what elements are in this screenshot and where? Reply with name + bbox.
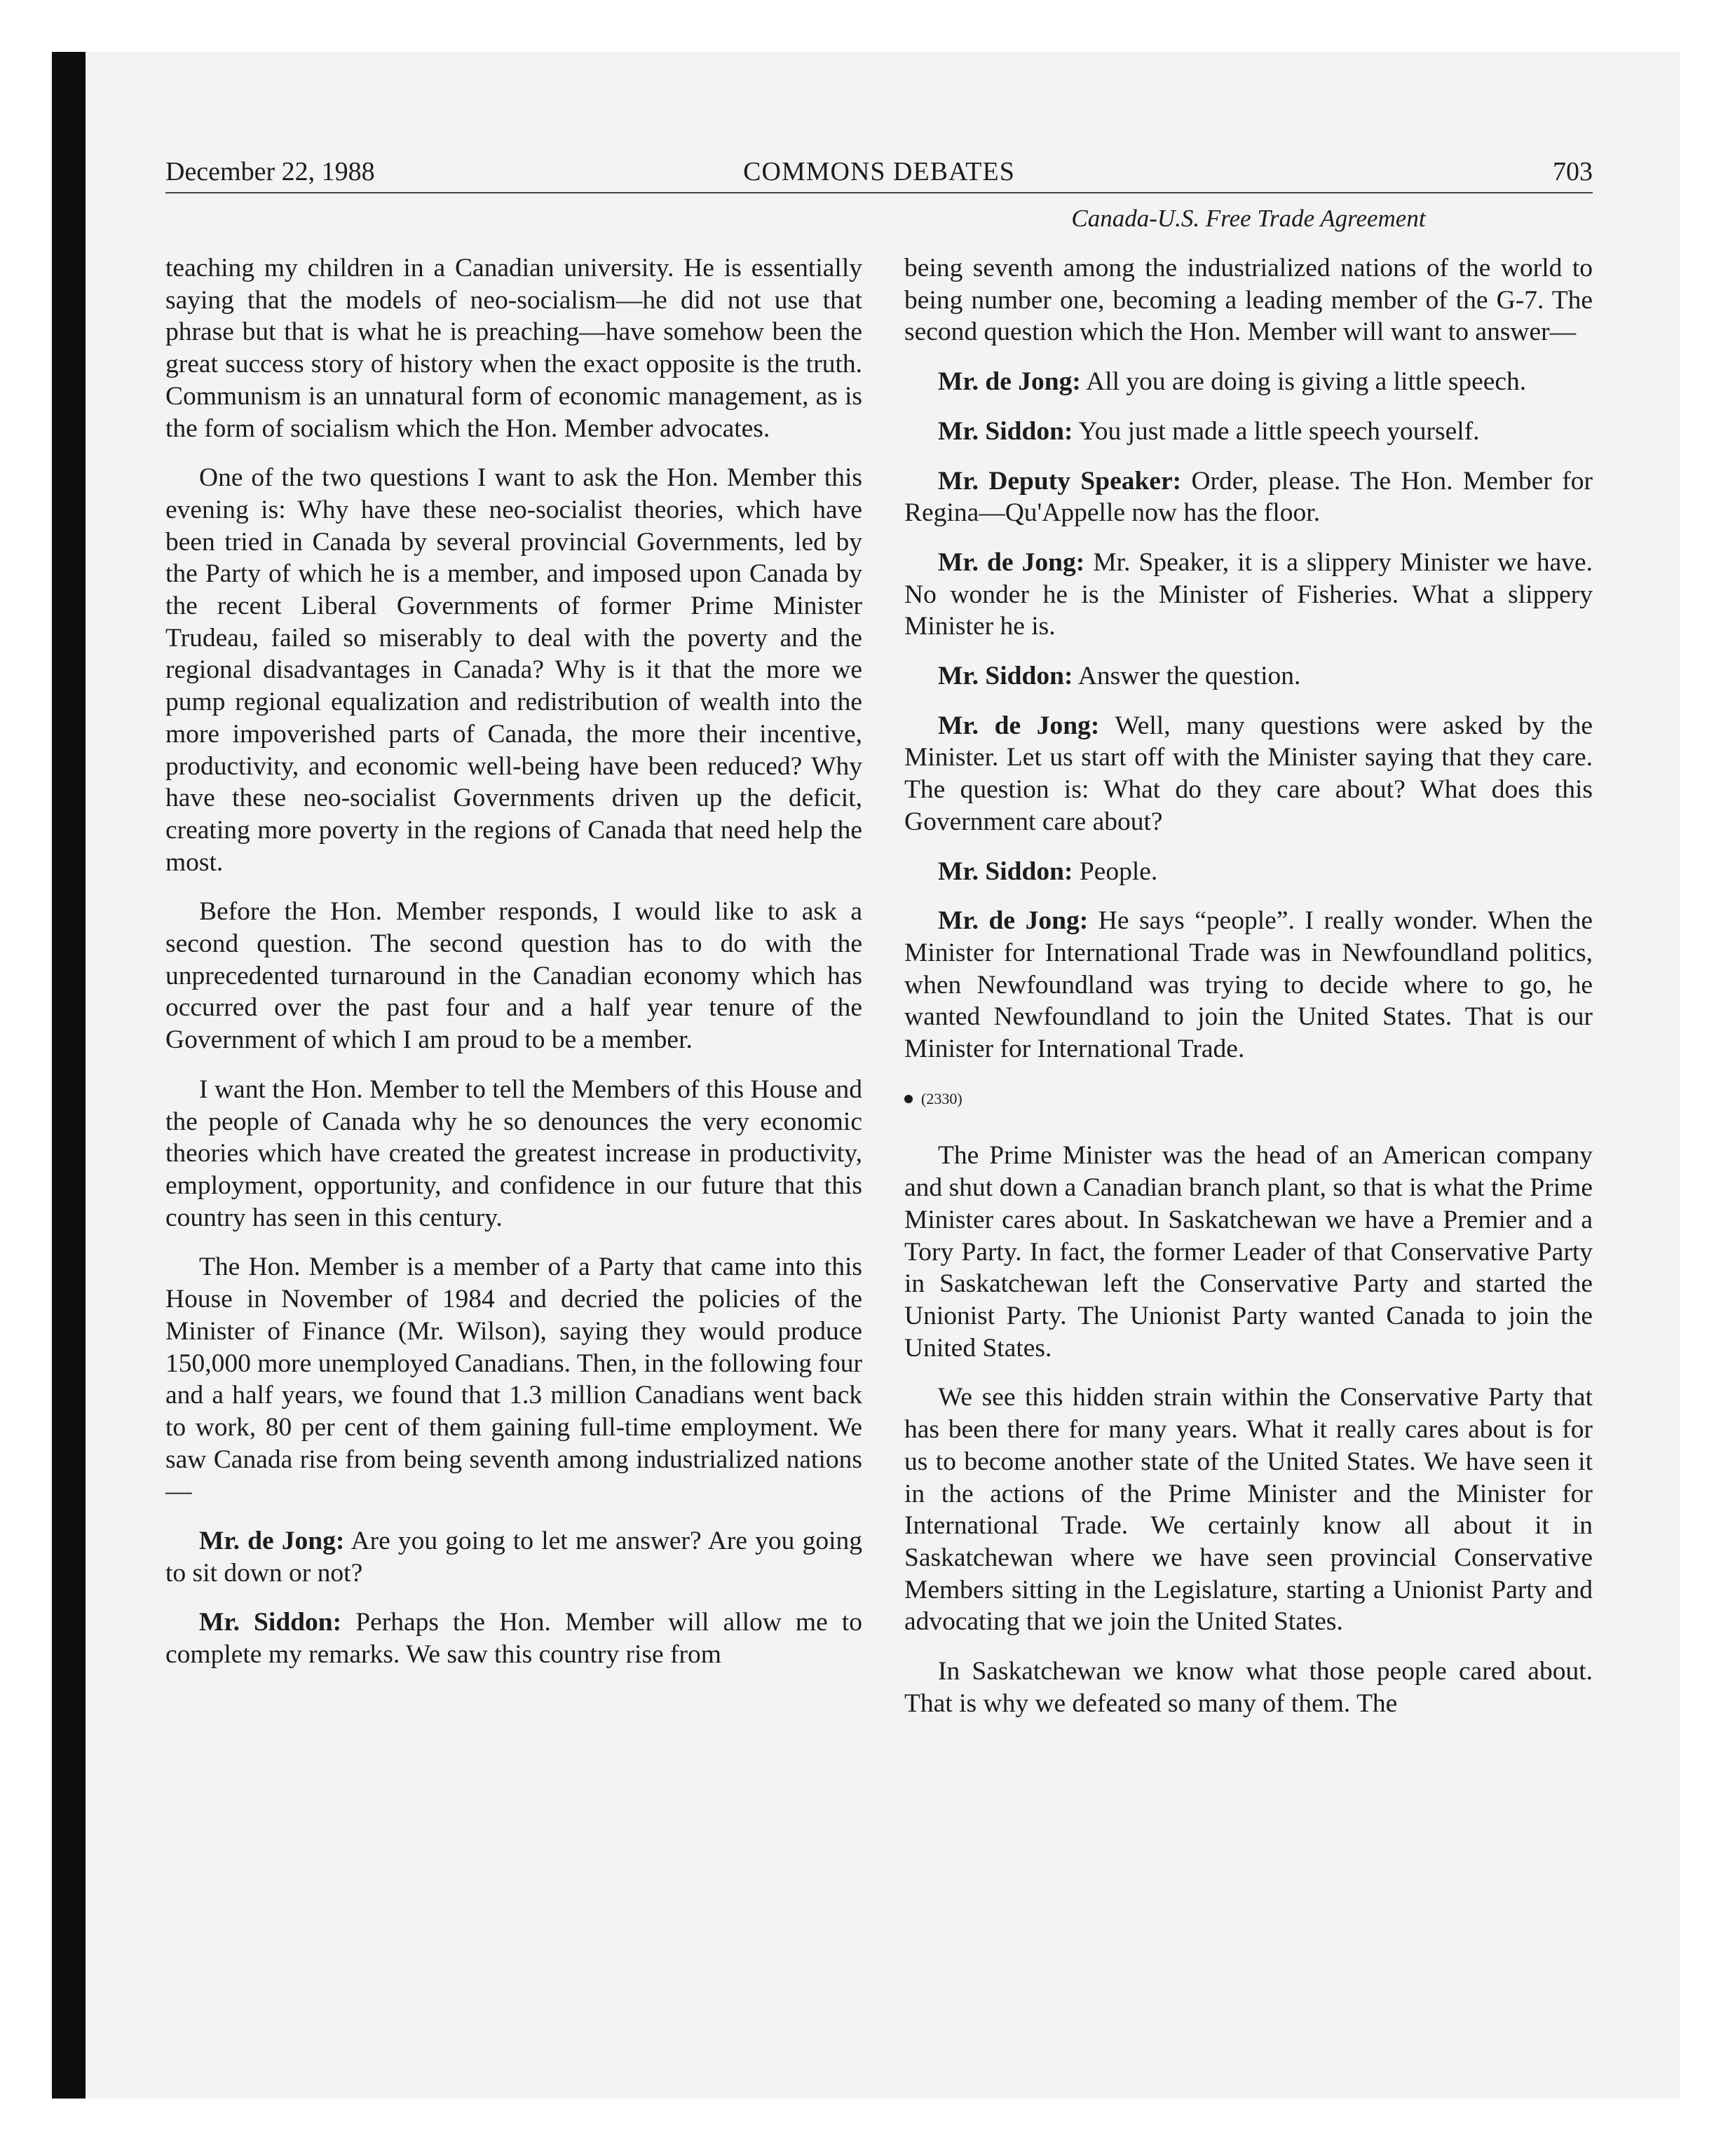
speaker-name: Mr. Deputy Speaker:: [938, 466, 1182, 496]
running-header: [165, 151, 1593, 193]
paragraph-text: Mr. Speaker, it is a slippery Minister we have. No wonder he is the Minister of Fisheries. What a slippery Minister he is.: [904, 547, 1593, 641]
paragraph-text: In Saskatchewan we know what those people cared about. That is why we defeated so many of them. The: [904, 1657, 1593, 1718]
speaker-name: Mr. Siddon:: [938, 416, 1073, 446]
header-date: December 22, 1988: [165, 157, 375, 186]
paragraph-text: You just made a little speech yourself.: [1078, 416, 1480, 446]
paragraph: [904, 905, 1593, 1065]
paragraph: [904, 465, 1593, 529]
paragraph-text: He says “people”. I really wonder. When the Minister for International Trade was in Newfoundland politics, when Newfoundland was trying to decide where to go, he wanted Newfoundland to join the United States. That is our Minister for International Trade.: [904, 906, 1593, 1064]
paragraph: [904, 416, 1593, 448]
speaker-name: Mr. Siddon:: [938, 857, 1073, 886]
paragraph: [904, 660, 1593, 692]
paragraph-text: Answer the question.: [1077, 662, 1301, 691]
right-column: [904, 252, 1593, 1737]
paragraph-text: Perhaps the Hon. Member will allow me to complete my remarks. We saw this country rise from: [165, 1608, 862, 1670]
speaker-name: Mr. Siddon:: [938, 662, 1073, 691]
paragraph: [165, 1606, 862, 1670]
paragraph-text: The Prime Minister was the head of an American company and shut down a Canadian branch plant, so that is what the Prime Minister cares about. In Saskatchewan we have a Premier and a Tory Party. In fact, the former Leader of that Conservative Party in Saskatchewan left the Conservative Party and started the Unionist Party. The Unionist Party wanted Canada to join the United States.: [904, 1141, 1593, 1363]
paragraph: [904, 1656, 1593, 1719]
paragraph: [165, 1525, 862, 1589]
paragraph: [165, 896, 862, 1056]
paragraph: [904, 366, 1593, 398]
paragraph-text: Before the Hon. Member responds, I would like to ask a second question. The second question has to do with the unprecedented turnaround in the Canadian economy which has occurred over the past four and a half year tenure of the Government of which I am proud to be a member.: [165, 897, 862, 1055]
speaker-name: Mr. de Jong:: [938, 906, 1089, 936]
time-marker-text: (2330): [921, 1089, 962, 1107]
speaker-name: Mr. de Jong:: [199, 1527, 345, 1556]
paragraph-text: being seventh among the industrialized nations of the world to being number one, becoming a leading member of the G-7. The second question which the Hon. Member will want to answer—: [904, 254, 1593, 347]
paragraph: [904, 710, 1593, 838]
paragraph-text: teaching my children in a Canadian university. He is essentially saying that the models of neo-socialism—he did not use that phrase but that is what he is preaching—have somehow been the great success story of history when the exact opposite is the truth. Communism is an unnatural form of economic management, as is the form of socialism which the Hon. Member advocates.: [165, 254, 862, 443]
paragraph-text: Well, many questions were asked by the Minister. Let us start off with the Minister saying that they care. The question is: What do they care about? What does this Government care about?: [904, 711, 1593, 836]
paragraph: [165, 1074, 862, 1234]
paragraph: [165, 1251, 862, 1508]
paragraph-text: The Hon. Member is a member of a Party that came into this House in November of 1984 and decried the policies of the Minister of Finance (Mr. Wilson), saying they would produce 150,000 more unemployed Canadians. Then, in the following four and a half years, we found that 1.3 million Canadians went back to work, 80 per cent of them gaining full-time employment. We saw Canada rise from being seventh among industrialized nations—: [165, 1253, 862, 1506]
page-number: 703: [1553, 157, 1593, 186]
paragraph-text: Are you going to let me answer? Are you going to sit down or not?: [165, 1527, 862, 1588]
speaker-name: Mr. de Jong:: [938, 367, 1081, 397]
paragraph: [904, 547, 1593, 643]
paragraph: [165, 252, 862, 444]
paragraph-text: One of the two questions I want to ask the Hon. Member this evening is: Why have these neo-socialist theories, which have been tried in Canada by several provincial Governments, led by the Party of which he is a member, and imposed upon Canada by the recent Liberal Governments of former Prime Minister Trudeau, failed so miserably to deal with the poverty and the regional disadvantages in Canada? Why is it that the more we pump regional equalization and redistribution of wealth into the more impoverished parts of Canada, the more their incentive, productivity, and economic well-being have been reduced? Why have these neo-socialist Governments driven up the deficit, creating more poverty in the regions of Canada that need help the most.: [165, 463, 862, 877]
paragraph-text: We see this hidden strain within the Conservative Party that has been there for many years. What it really cares about is for us to become another state of the United States. We have seen it in the actions of the Prime Minister and the Minister for International Trade. We certainly know all about it in Saskatchewan where we have seen provincial Conservative Members sitting in the Legislature, starting a Unionist Party and advocating that we join the United States.: [904, 1383, 1593, 1637]
bullet-icon: [904, 1095, 913, 1103]
paragraph: [165, 462, 862, 878]
paragraph: [904, 1381, 1593, 1638]
paragraph-text: People.: [1079, 857, 1158, 886]
paragraph-text: Order, please. The Hon. Member for Regina—Qu'Appelle now has the floor.: [904, 466, 1593, 528]
paragraph: [904, 1140, 1593, 1364]
paragraph-text: All you are doing is giving a little speech.: [1086, 367, 1527, 397]
header-title: COMMONS DEBATES: [743, 157, 1015, 186]
speaker-name: Mr. de Jong:: [938, 711, 1100, 740]
speaker-name: Mr. de Jong:: [938, 547, 1085, 577]
time-marker: [904, 1083, 1593, 1115]
speaker-name: Mr. Siddon:: [199, 1608, 342, 1637]
paragraph-text: I want the Hon. Member to tell the Members of this House and the people of Canada why he so denounces the very economic theories which have created the greatest increase in productivity, employment, opportunity, and confidence in our future that this country has seen in this century.: [165, 1074, 862, 1232]
paragraph: [904, 252, 1593, 348]
debate-subject: Canada-U.S. Free Trade Agreement: [1071, 205, 1426, 232]
left-column: [165, 252, 862, 1688]
scan-edge: [52, 52, 86, 2099]
paragraph: [904, 856, 1593, 888]
